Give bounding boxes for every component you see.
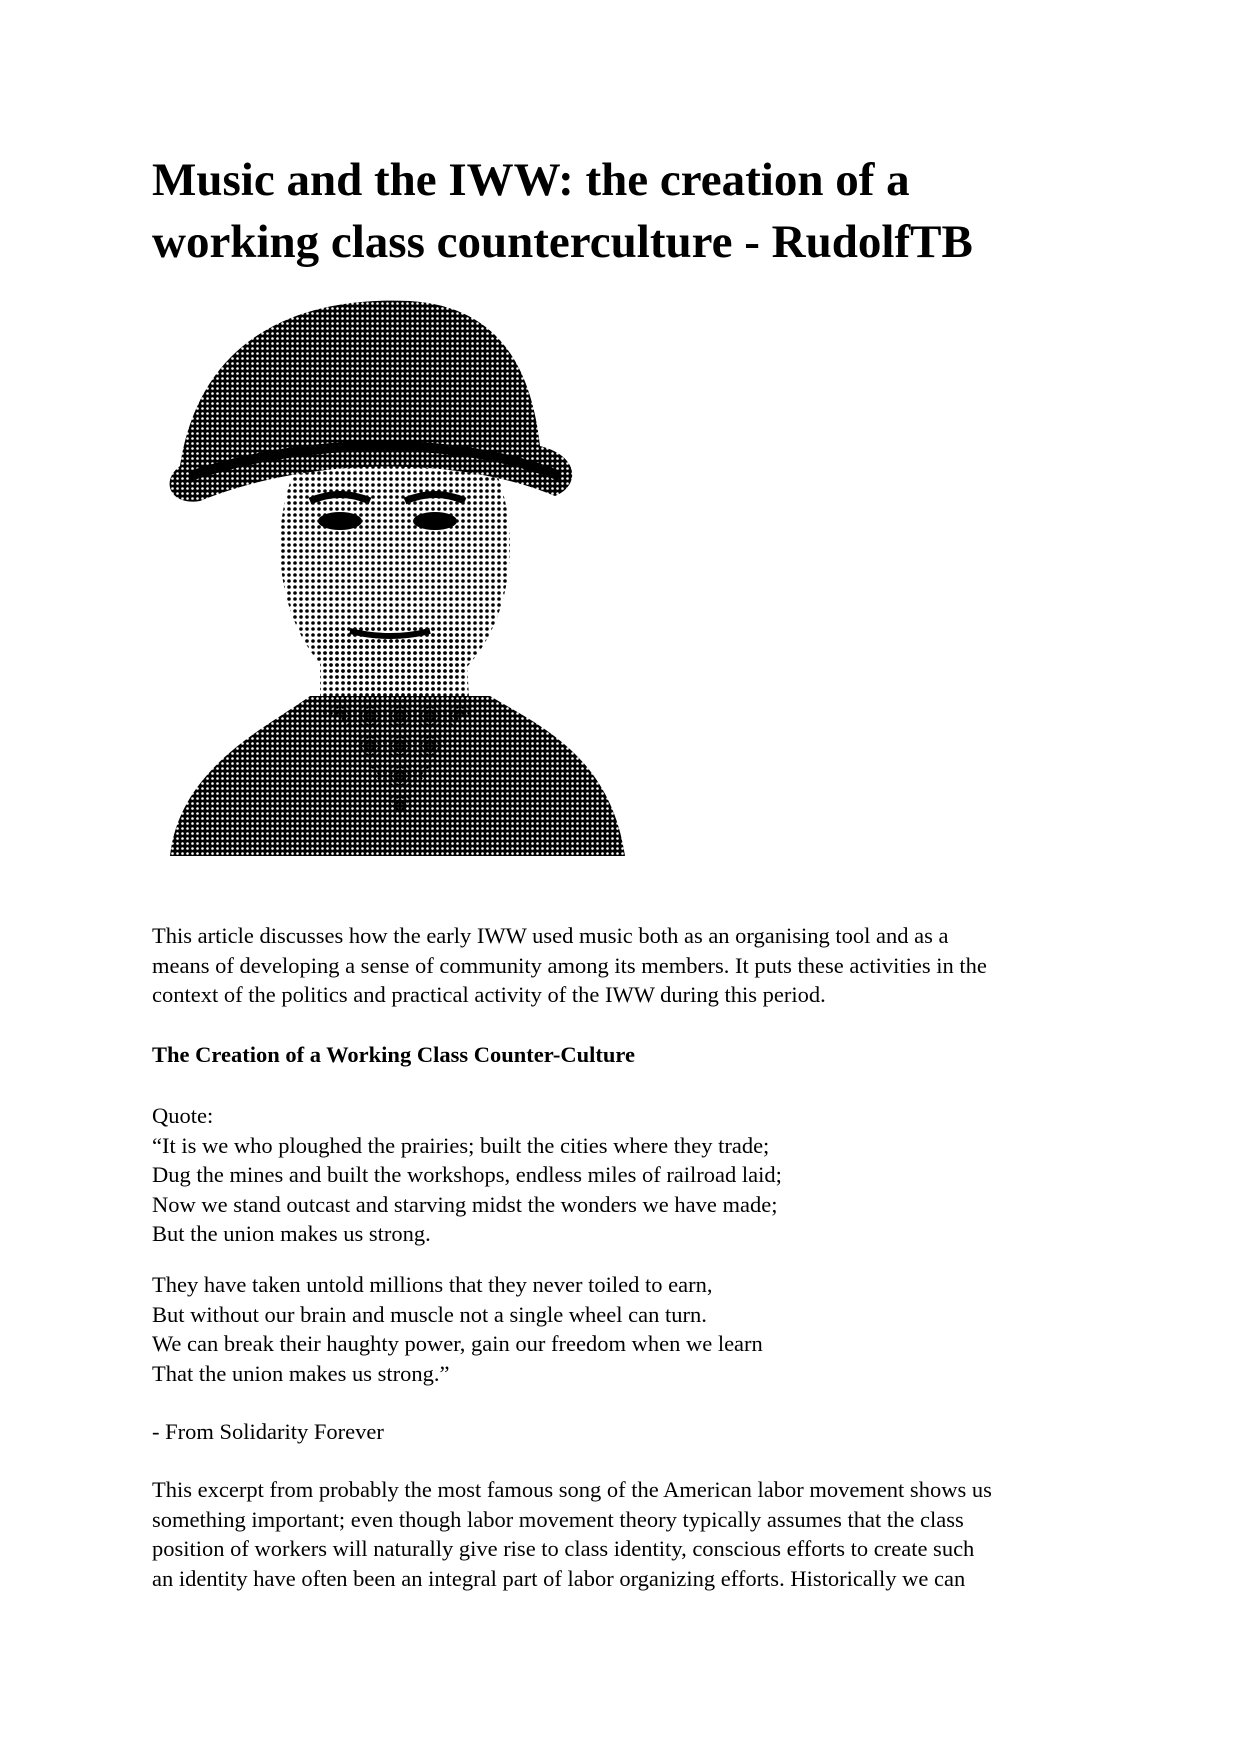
article-title — [152, 149, 1112, 273]
text-line: This article discusses how the early IWW used music both as an organising tool and as a — [152, 923, 949, 948]
text-line: means of developing a sense of community among its members. It puts these activities in the — [152, 952, 987, 978]
lyric-line: Dug the mines and built the workshops, endless miles of railroad laid; — [152, 1162, 782, 1188]
lyric-line: Now we stand outcast and starving midst the wonders we have made; — [152, 1191, 778, 1217]
text-line: position of workers will naturally give rise to class identity, conscious efforts to create such — [152, 1536, 975, 1562]
title-line: working class counterculture - RudolfTB — [152, 216, 973, 268]
lyric-line: “It is we who ploughed the prairies; built the cities where they trade; — [152, 1132, 770, 1158]
quote-label: Quote: — [152, 1103, 214, 1128]
quote-stanza-1 — [152, 1101, 1112, 1249]
lyric-line: We can break their haughty power, gain our freedom when we learn — [152, 1331, 763, 1357]
text-line: context of the politics and practical activity of the IWW during this period. — [152, 982, 826, 1008]
portrait-illustration — [160, 296, 640, 866]
lyric-line: They have taken untold millions that they never toiled to earn, — [152, 1272, 713, 1297]
quote-attribution: - From Solidarity Forever — [152, 1419, 384, 1444]
text-line: something important; even though labor movement theory typically assumes that the class — [152, 1506, 964, 1532]
lyric-line: That the union makes us strong.” — [152, 1360, 450, 1386]
text-line: This excerpt from probably the most famous song of the American labor movement shows us — [152, 1477, 992, 1502]
text-line: an identity have often been an integral part of labor organizing efforts. Historically we can — [152, 1565, 966, 1591]
title-line: Music and the IWW: the creation of a — [152, 154, 910, 206]
section-heading: The Creation of a Working Class Counter-Culture — [152, 1042, 635, 1067]
lyric-line: But the union makes us strong. — [152, 1221, 431, 1247]
lyric-line: But without our brain and muscle not a single wheel can turn. — [152, 1301, 707, 1327]
quote-stanza-2 — [152, 1270, 1112, 1388]
body-paragraph — [152, 1475, 1112, 1593]
intro-paragraph — [152, 921, 1112, 1010]
